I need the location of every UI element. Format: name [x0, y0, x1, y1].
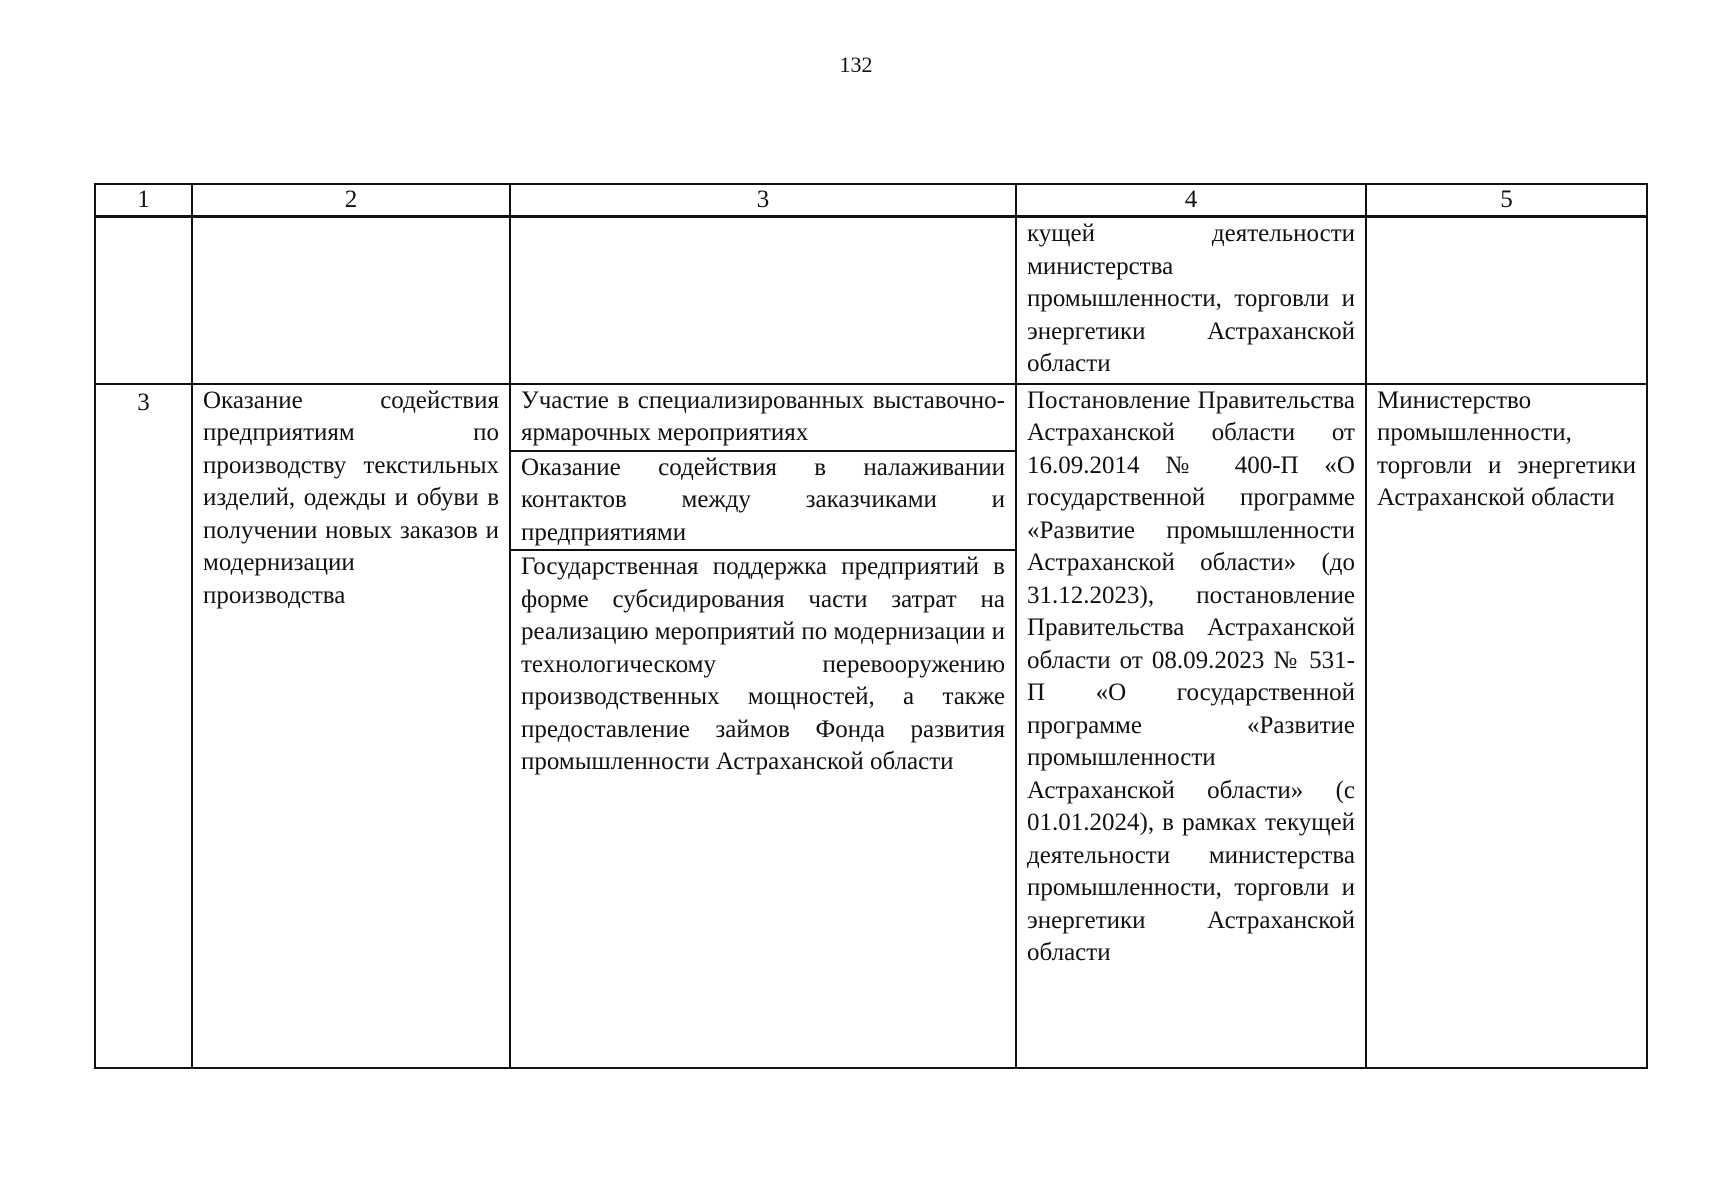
- continuation-col1: [95, 217, 192, 384]
- activities-cell: [510, 384, 1016, 1068]
- header-cell-1: 1: [95, 184, 192, 217]
- continuation-col2: [192, 217, 510, 384]
- activity-item: Государственная поддержка предприятий в форме субсидирования части затрат на реализацию мероприятий по модернизации и технологическому перевооружению производственных мощностей, а также предоставление займов Фонда развития промышленности Астраханской области: [511, 549, 1015, 779]
- header-cell-5: 5: [1366, 184, 1647, 217]
- header-cell-4: 4: [1016, 184, 1366, 217]
- table-header-row: [95, 184, 1647, 217]
- table-row-3: [95, 384, 1647, 1068]
- continuation-col5: [1366, 217, 1647, 384]
- header-cell-3: 3: [510, 184, 1016, 217]
- plan-table: [94, 183, 1648, 1069]
- activity-item: Участие в специализированных выставочно-ярмарочных мероприятиях: [521, 386, 1005, 446]
- task-cell: Оказание содействия предприятиям по производству текстильных изделий, одежды и обуви в получении новых заказов и модернизации производства: [192, 384, 510, 1068]
- activity-item: Оказание содействия в налаживании контактов между заказчиками и предприятиями: [511, 450, 1015, 550]
- continuation-legal-basis: кущей деятельности министерства промышленности, торговли и энергетики Астраханской области: [1016, 217, 1366, 384]
- table-row-continuation: [95, 217, 1647, 384]
- row-number: 3: [95, 384, 192, 1068]
- header-cell-2: 2: [192, 184, 510, 217]
- responsible-cell: Министерство промышленности, торговли и энергетики Астраханской области: [1366, 384, 1647, 1068]
- legal-basis-cell: Постановление Правительства Астраханской области от 16.09.2014 № 400-П «О государственной программе «Развитие промышленности Астраханской области» (до 31.12.2023), постановление Правительства Астраханской области от 08.09.2023 № 531-П «О государственной программе «Развитие промышленности Астраханской области» (с 01.01.2024), в рамках текущей деятельности министерства промышленности, торговли и энергетики Астраханской области: [1016, 384, 1366, 1068]
- continuation-col3: [510, 217, 1016, 384]
- page-number: 132: [839, 52, 873, 77]
